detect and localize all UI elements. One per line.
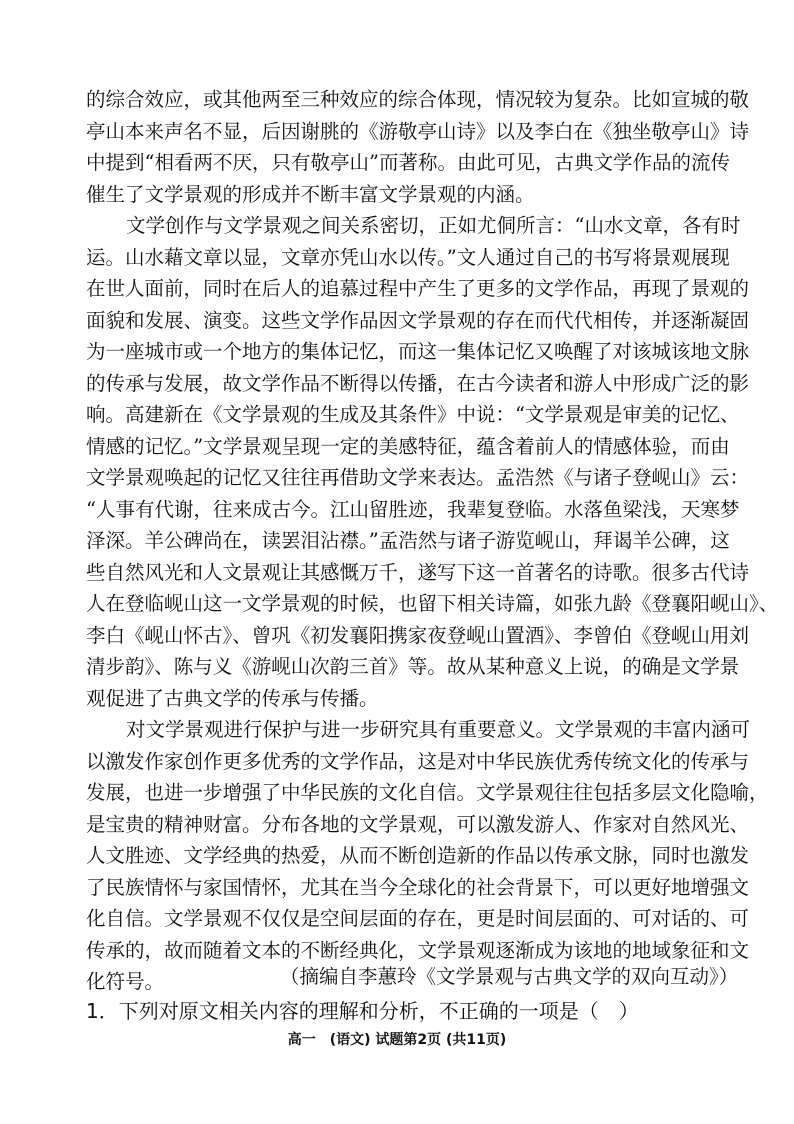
- text-line: 为一座城市或一个地方的集体记忆，而这一集体记忆又唤醒了对该城该地文脉: [86, 340, 750, 363]
- text-line: 传承的，故而随着文本的不断经典化，文学景观逐渐成为该地的地域象征和文: [86, 938, 750, 962]
- text-line: 催生了文学景观的形成并不断丰富文学景观的内涵。: [86, 182, 535, 206]
- text-line: 以激发作家创作更多优秀的文学作品，这是对中华民族优秀传统文化的传承与: [86, 749, 750, 773]
- text-line: 化符号。: [86, 970, 165, 993]
- text-line: 人文胜迹、文学经典的热爱，从而不断创造新的作品以传承文脉，同时也激发: [86, 844, 750, 867]
- text-line: 发展，也进一步增强了中华民族的文化自信。文学景观往往包括多层文化隐喻，: [86, 781, 769, 804]
- text-line: 情感的记忆。”文学景观呈现一定的美感特征，蕴含着前人的情感体验，而由: [86, 434, 730, 458]
- text-line: 运。山水藉文章以显，文章亦凭山水以传。”文人通过自己的书写将景观展现: [86, 245, 730, 269]
- text-line: 的综合效应，或其他两至三种效应的综合体现，情况较为复杂。比如宣城的敬: [86, 88, 750, 111]
- text-line: 泽深。羊公碑尚在，读罢泪沾襟。”孟浩然与诸子游览岘山，拜谒羊公碑，这: [86, 529, 730, 552]
- text-line: 文学创作与文学景观之间关系密切，正如尤侗所言：“山水文章，各有时: [126, 214, 741, 237]
- text-line: 人在登临岘山这一文学景观的时候，也留下相关诗篇，如张九龄《登襄阳岘山》、: [86, 592, 779, 615]
- text-line: 面貌和发展、演变。这些文学作品因文学景观的存在而代代相传，并逐渐凝固: [86, 308, 750, 332]
- text-line: “人事有代谢，往来成古今。江山留胜迹，我辈复登临。水落鱼梁浅，天寒梦: [86, 497, 740, 521]
- question-1: 1．下列对原文相关内容的理解和分析，不正确的一项是（ ）: [86, 999, 639, 1023]
- text-line: 李白《岘山怀古》、曾巩《初发襄阳携家夜登岘山置酒》、李曾伯《登岘山用刘: [86, 623, 750, 647]
- text-line: 些自然风光和人文景观让其感慨万千，遂写下这一首著名的诗歌。很多古代诗: [86, 560, 750, 584]
- text-line: 是宝贵的精神财富。分布各地的文学景观，可以激发游人、作家对自然风光、: [86, 812, 750, 836]
- text-line: 清步韵》、陈与义《游岘山次韵三首》等。故从某种意义上说，的确是文学景: [86, 655, 740, 678]
- text-line: 化自信。文学景观不仅仅是空间层面的存在，更是时间层面的、可对话的、可: [86, 907, 750, 930]
- text-line: 了民族情怀与家国情怀，尤其在当今全球化的社会背景下，可以更好地增强文: [86, 875, 750, 899]
- text-line: 响。高建新在《文学景观的生成及其条件》中说：“文学景观是审美的记忆、: [86, 403, 740, 426]
- text-line: 观促进了古典文学的传承与传播。: [86, 686, 379, 710]
- article-body: [86, 84, 779, 998]
- text-line: 亭山本来声名不显，后因谢朓的《游敬亭山诗》以及李白在《独坐敬亭山》诗: [86, 119, 750, 143]
- source-citation: （摘编自李蕙玲《文学景观与古典文学的双向互动》）: [280, 965, 739, 988]
- text-line: 文学景观唤起的记忆又往往再借助文学来表达。孟浩然《与诸子登岘山》云：: [86, 466, 750, 489]
- text-line: 对文学景观进行保护与进一步研究具有重要意义。文学景观的丰富内涵可: [126, 718, 751, 741]
- paragraph: [86, 714, 769, 998]
- paragraph: [86, 84, 750, 210]
- text-line: 中提到“相看两不厌，只有敬亭山”而著称。由此可见，古典文学作品的流传: [86, 151, 730, 174]
- text-line: 在世人面前，同时在后人的追慕过程中产生了更多的文学作品，再现了景观的: [86, 277, 750, 300]
- text-line: 的传承与发展，故文学作品不断得以传播，在古今读者和游人中形成广泛的影: [86, 371, 750, 395]
- paragraph: [86, 210, 779, 714]
- page-footer: 高一 (语文) 试题第2页 (共11页): [287, 1032, 507, 1048]
